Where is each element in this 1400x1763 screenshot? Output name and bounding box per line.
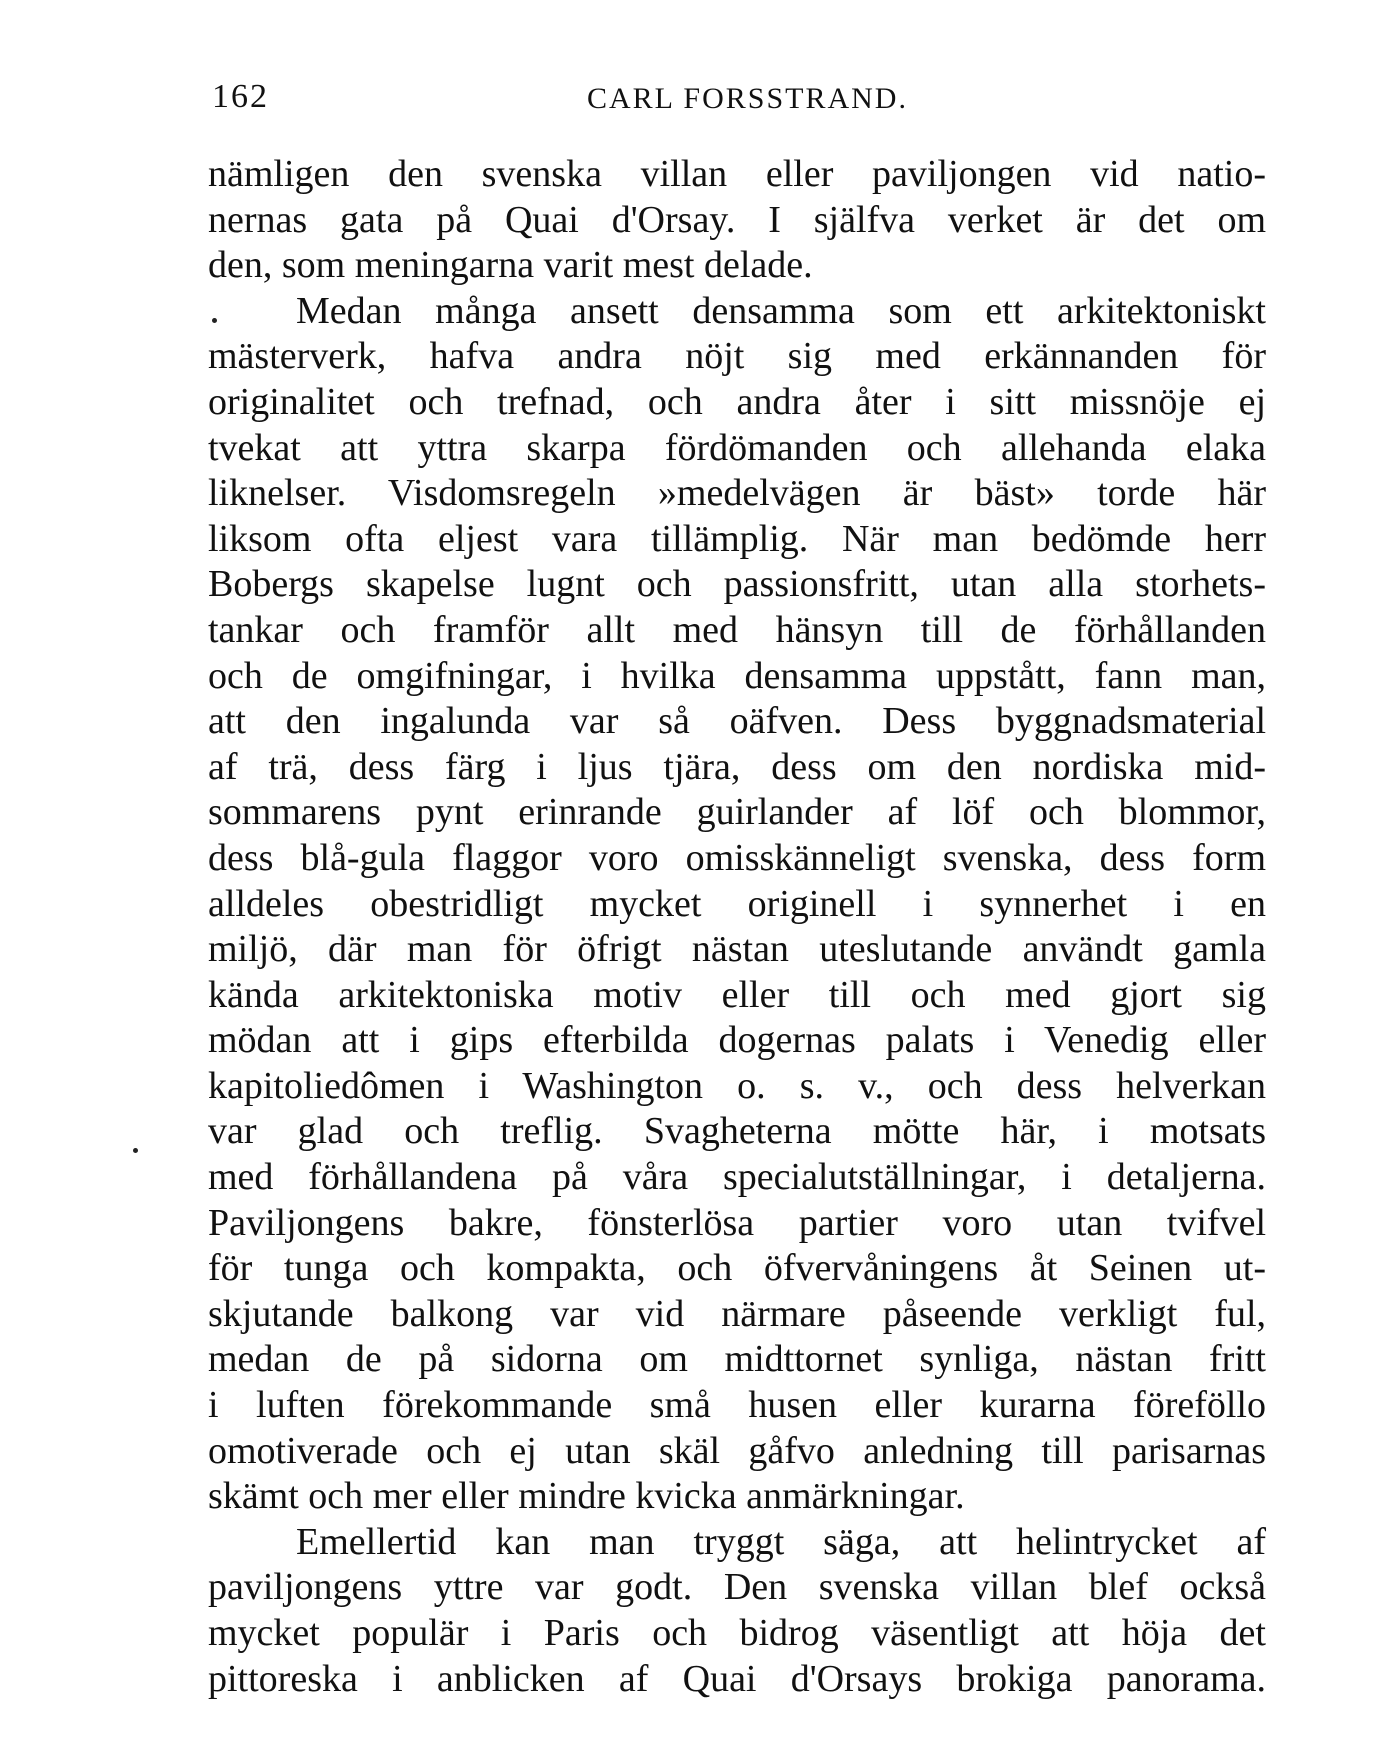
text-line: liknelser. Visdomsregeln »medelvägen är bäst» torde här xyxy=(208,472,1266,515)
text-line: nernas gata på Quai d'Orsay. I själfva verket är det om xyxy=(208,198,1266,241)
text-line: mödan att i gips efterbilda dogernas palats i Venedig eller xyxy=(208,1019,1266,1062)
text-line: Medan många ansett densamma som ett arkitektoniskt xyxy=(296,289,1266,332)
text-line: kapitoliedômen i Washington o. s. v., och dess helverkan xyxy=(208,1064,1266,1107)
text-line: för tunga och kompakta, och öfvervåningens åt Seinen ut- xyxy=(208,1247,1266,1290)
text-line: skjutande balkong var vid närmare påseende verkligt ful, xyxy=(208,1292,1266,1335)
text-line: med förhållandena på våra specialutställningar, i detaljerna. xyxy=(208,1156,1266,1199)
text-line: skämt och mer eller mindre kvicka anmärkningar. xyxy=(208,1475,965,1518)
body-text xyxy=(208,152,1266,1702)
text-line: dess blå-gula flaggor voro omisskänneligt svenska, dess form xyxy=(208,836,1266,879)
text-line: mycket populär i Paris och bidrog väsentligt att höja det xyxy=(208,1612,1266,1654)
text-line: Paviljongens bakre, fönsterlösa partier voro utan tvifvel xyxy=(208,1201,1266,1244)
text-line: var glad och treflig. Svagheterna mötte här, i motsats xyxy=(208,1110,1266,1153)
text-line: nämligen den svenska villan eller paviljongen vid natio- xyxy=(208,153,1266,195)
text-line: och de omgifningar, i hvilka densamma uppstått, fann man, xyxy=(208,654,1266,697)
text-line: af trä, dess färg i ljus tjära, dess om den nordiska mid- xyxy=(208,745,1266,788)
scan-speck xyxy=(133,1148,138,1153)
text-line: miljö, där man för öfrigt nästan uteslutande användt gamla xyxy=(208,928,1266,971)
running-head xyxy=(212,78,1262,128)
text-line: Emellertid kan man tryggt säga, att helintrycket af xyxy=(296,1520,1266,1563)
text-line: originalitet och trefnad, och andra åter i sitt missnöje ej xyxy=(208,380,1266,423)
text-line: liksom ofta eljest vara tillämplig. När man bedömde herr xyxy=(208,517,1266,560)
text-line: att den ingalunda var så oäfven. Dess byggnadsmaterial xyxy=(208,700,1266,743)
text-line: omotiverade och ej utan skäl gåfvo anledning till parisarnas xyxy=(208,1429,1266,1472)
page-number: 162 xyxy=(212,78,269,115)
text-line: pittoreska i anblicken af Quai d'Orsays brokiga panorama. xyxy=(208,1657,1266,1700)
text-line: tvekat att yttra skarpa fördömanden och allehanda elaka xyxy=(208,426,1266,469)
text-line: Bobergs skapelse lugnt och passionsfritt, utan alla storhets- xyxy=(208,563,1266,606)
text-line: alldeles obestridligt mycket originell i synnerhet i en xyxy=(208,882,1266,925)
text-line: sommarens pynt erinrande guirlander af löf och blommor, xyxy=(208,791,1266,834)
text-line: den, som meningarna varit mest delade. xyxy=(208,244,813,287)
text-line: tankar och framför allt med hänsyn till de förhållanden xyxy=(208,608,1266,651)
text-line: mästerverk, hafva andra nöjt sig med erkännanden för xyxy=(208,335,1266,378)
running-title: CARL FORSSTRAND. xyxy=(587,82,908,115)
text-line: paviljongens yttre var godt. Den svenska villan blef också xyxy=(208,1566,1266,1609)
scan-speck xyxy=(212,318,217,323)
text-line: i luften förekommande små husen eller kurarna föreföllo xyxy=(208,1384,1266,1427)
text-line: medan de på sidorna om midttornet synliga, nästan fritt xyxy=(208,1338,1266,1381)
text-line: kända arkitektoniska motiv eller till och med gjort sig xyxy=(208,973,1266,1016)
